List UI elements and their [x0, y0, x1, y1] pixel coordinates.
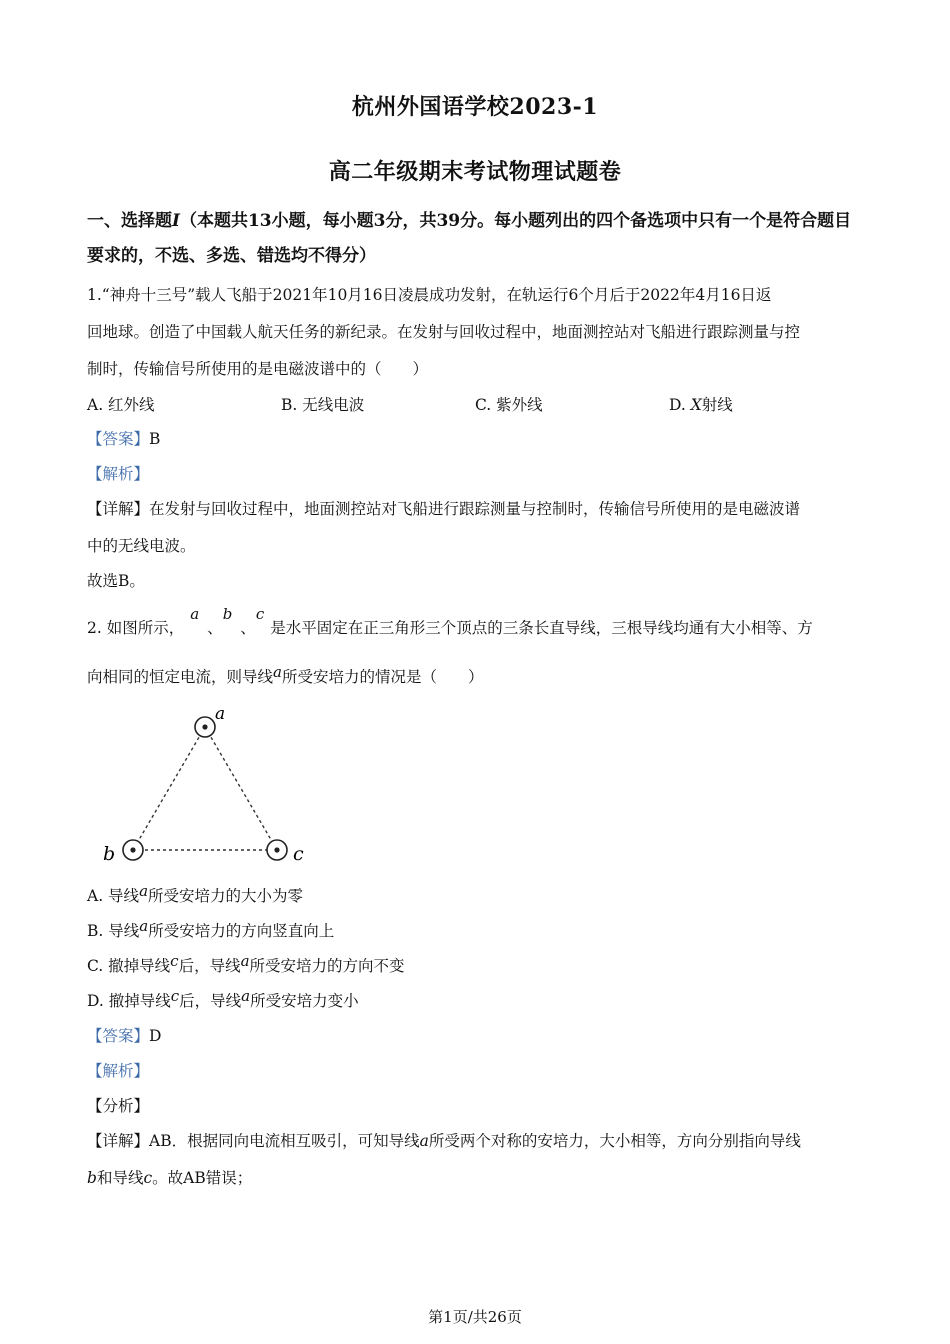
q2-line2 [87, 663, 484, 688]
q2-answer-value: D [149, 1027, 162, 1045]
q2-sep-2: 、 [240, 619, 256, 637]
q1-answer [87, 428, 160, 450]
q2-line1 [87, 605, 813, 639]
q2-option-c-symbol-a: a [240, 952, 250, 970]
q1-option-d [669, 393, 733, 415]
q1-answer-value: B [149, 430, 161, 448]
title-line1: 杭州外国语学校2023-1 [351, 94, 599, 120]
section-heading-a: 一、选择题 [87, 211, 172, 231]
q1-option-d-prefix: D. [669, 396, 686, 414]
q2-sep-1: 、 [207, 619, 223, 637]
q1-option-b: B. 无线电波 [281, 396, 365, 414]
q2-detail-symbol-a: a [419, 1132, 429, 1150]
q2-option-b [87, 917, 335, 942]
q1-option-d-x: X [690, 396, 702, 414]
q2-option-a-prefix: A. 导线 [87, 887, 140, 905]
q2-line2-prefix: 向相同的恒定电流，则导线 [87, 668, 274, 686]
q2-option-b-symbol: a [139, 917, 149, 935]
q1-option-c: C. 紫外线 [475, 396, 543, 414]
q2-symbol-a: a [190, 605, 200, 623]
q2-option-a [87, 882, 304, 907]
q2-line2-symbol-a: a [273, 663, 282, 681]
q2-option-d-symbol-c: c [170, 987, 180, 1005]
edge-ac [205, 727, 277, 850]
q2-detail-text1: AB．根据同向电流相互吸引，可知导线 [149, 1132, 420, 1150]
q2-detail-symbol-b: b [87, 1169, 97, 1187]
q1-line3: 制时，传输信号所使用的是电磁波谱中的（ ） [87, 360, 429, 378]
q1-option-a: A. 红外线 [87, 396, 155, 414]
q2-detail-text1-post: 所受两个对称的安培力，大小相等，方向分别指向导线 [428, 1132, 801, 1150]
label-c: c [293, 843, 304, 865]
q1-detail-tag: 【详解】 [87, 500, 150, 518]
q2-symbol-b: b [222, 605, 233, 623]
q1-analysis-tag: 【解析】 [87, 465, 150, 483]
q2-answer-tag: 【答案】 [87, 1027, 150, 1045]
q2-option-c-mid: 后，导线 [178, 957, 241, 975]
q2-detail-line2 [87, 1167, 252, 1189]
wire-a-current-out-icon [195, 717, 215, 737]
q2-option-a-symbol: a [139, 882, 149, 900]
q2-option-d [87, 987, 359, 1012]
q2-option-d-mid: 后，导线 [179, 992, 242, 1010]
q1-detail-line2: 中的无线电波。 [87, 537, 196, 555]
q2-prefix: 2. 如图所示， [87, 619, 185, 637]
q2-option-c-prefix: C. 撤掉导线 [87, 957, 171, 975]
section-heading [87, 204, 867, 274]
q2-detail-line1 [87, 1130, 801, 1152]
q2-symbol-c: c [255, 605, 265, 623]
q2-detail-tag: 【详解】 [87, 1132, 150, 1150]
title-line2: 高二年级期末考试物理试题卷 [328, 159, 622, 185]
q1-detail-line1 [87, 498, 800, 520]
q2-option-c-suffix: 所受安培力的方向不变 [249, 957, 405, 975]
section-heading-b: （本题共13小题，每小题3分，共39分。每小题列出的四个备选项中只有一个是符合题目要求的，不选、多选、错选均不得分） [87, 211, 852, 266]
q1-line2: 回地球。创造了中国载人航天任务的新纪录。在发射与回收过程中，地面测控站对飞船进行跟踪测量与控 [87, 323, 801, 341]
q2-option-b-suffix: 所受安培力的方向竖直向上 [148, 922, 335, 940]
q2-option-c-symbol-c: c [170, 952, 179, 970]
q2-detail-text2-post: 。故AB错误； [152, 1169, 253, 1187]
q1-line1: 1.“神舟十三号”载人飞船于2021年10月16日凌晨成功发射，在轨运行6个月后于2022年4月16日返 [87, 286, 772, 304]
wire-c-current-out-icon [267, 840, 287, 860]
wire-b-current-out-icon [123, 840, 143, 860]
q2-option-c [87, 952, 405, 977]
q2-option-a-suffix: 所受安培力的大小为零 [148, 887, 304, 905]
q2-option-d-prefix: D. 撤掉导线 [87, 992, 171, 1010]
q2-line2-suffix: 所受安培力的情况是（ ） [281, 668, 484, 686]
q2-statement: 是水平固定在正三角形三个顶点的三条长直导线，三根导线均通有大小相等、方 [270, 619, 813, 637]
triangle-wires-diagram [95, 700, 325, 870]
q2-option-d-symbol-a: a [241, 987, 251, 1005]
q2-analysis-tag: 【解析】 [87, 1062, 150, 1080]
q1-conclusion: 故选B。 [87, 572, 145, 590]
section-heading-i: I [172, 211, 180, 231]
q1-option-d-suffix: 射线 [701, 396, 733, 414]
page-number: 第1页/共26页 [428, 1308, 522, 1326]
q2-fenxi-tag: 【分析】 [87, 1097, 150, 1115]
label-a: a [215, 704, 226, 724]
q2-answer [87, 1025, 161, 1047]
q2-detail-text2-mid: 和导线 [96, 1169, 144, 1187]
q1-answer-tag: 【答案】 [87, 430, 150, 448]
q2-option-d-suffix: 所受安培力变小 [250, 992, 359, 1010]
q2-detail-symbol-c: c [143, 1169, 153, 1187]
edge-ab [133, 727, 205, 850]
q1-detail-text1: 在发射与回收过程中，地面测控站对飞船进行跟踪测量与控制时，传输信号所使用的是电磁波谱 [149, 500, 801, 518]
label-b: b [103, 843, 116, 865]
q2-option-b-prefix: B. 导线 [87, 922, 140, 940]
